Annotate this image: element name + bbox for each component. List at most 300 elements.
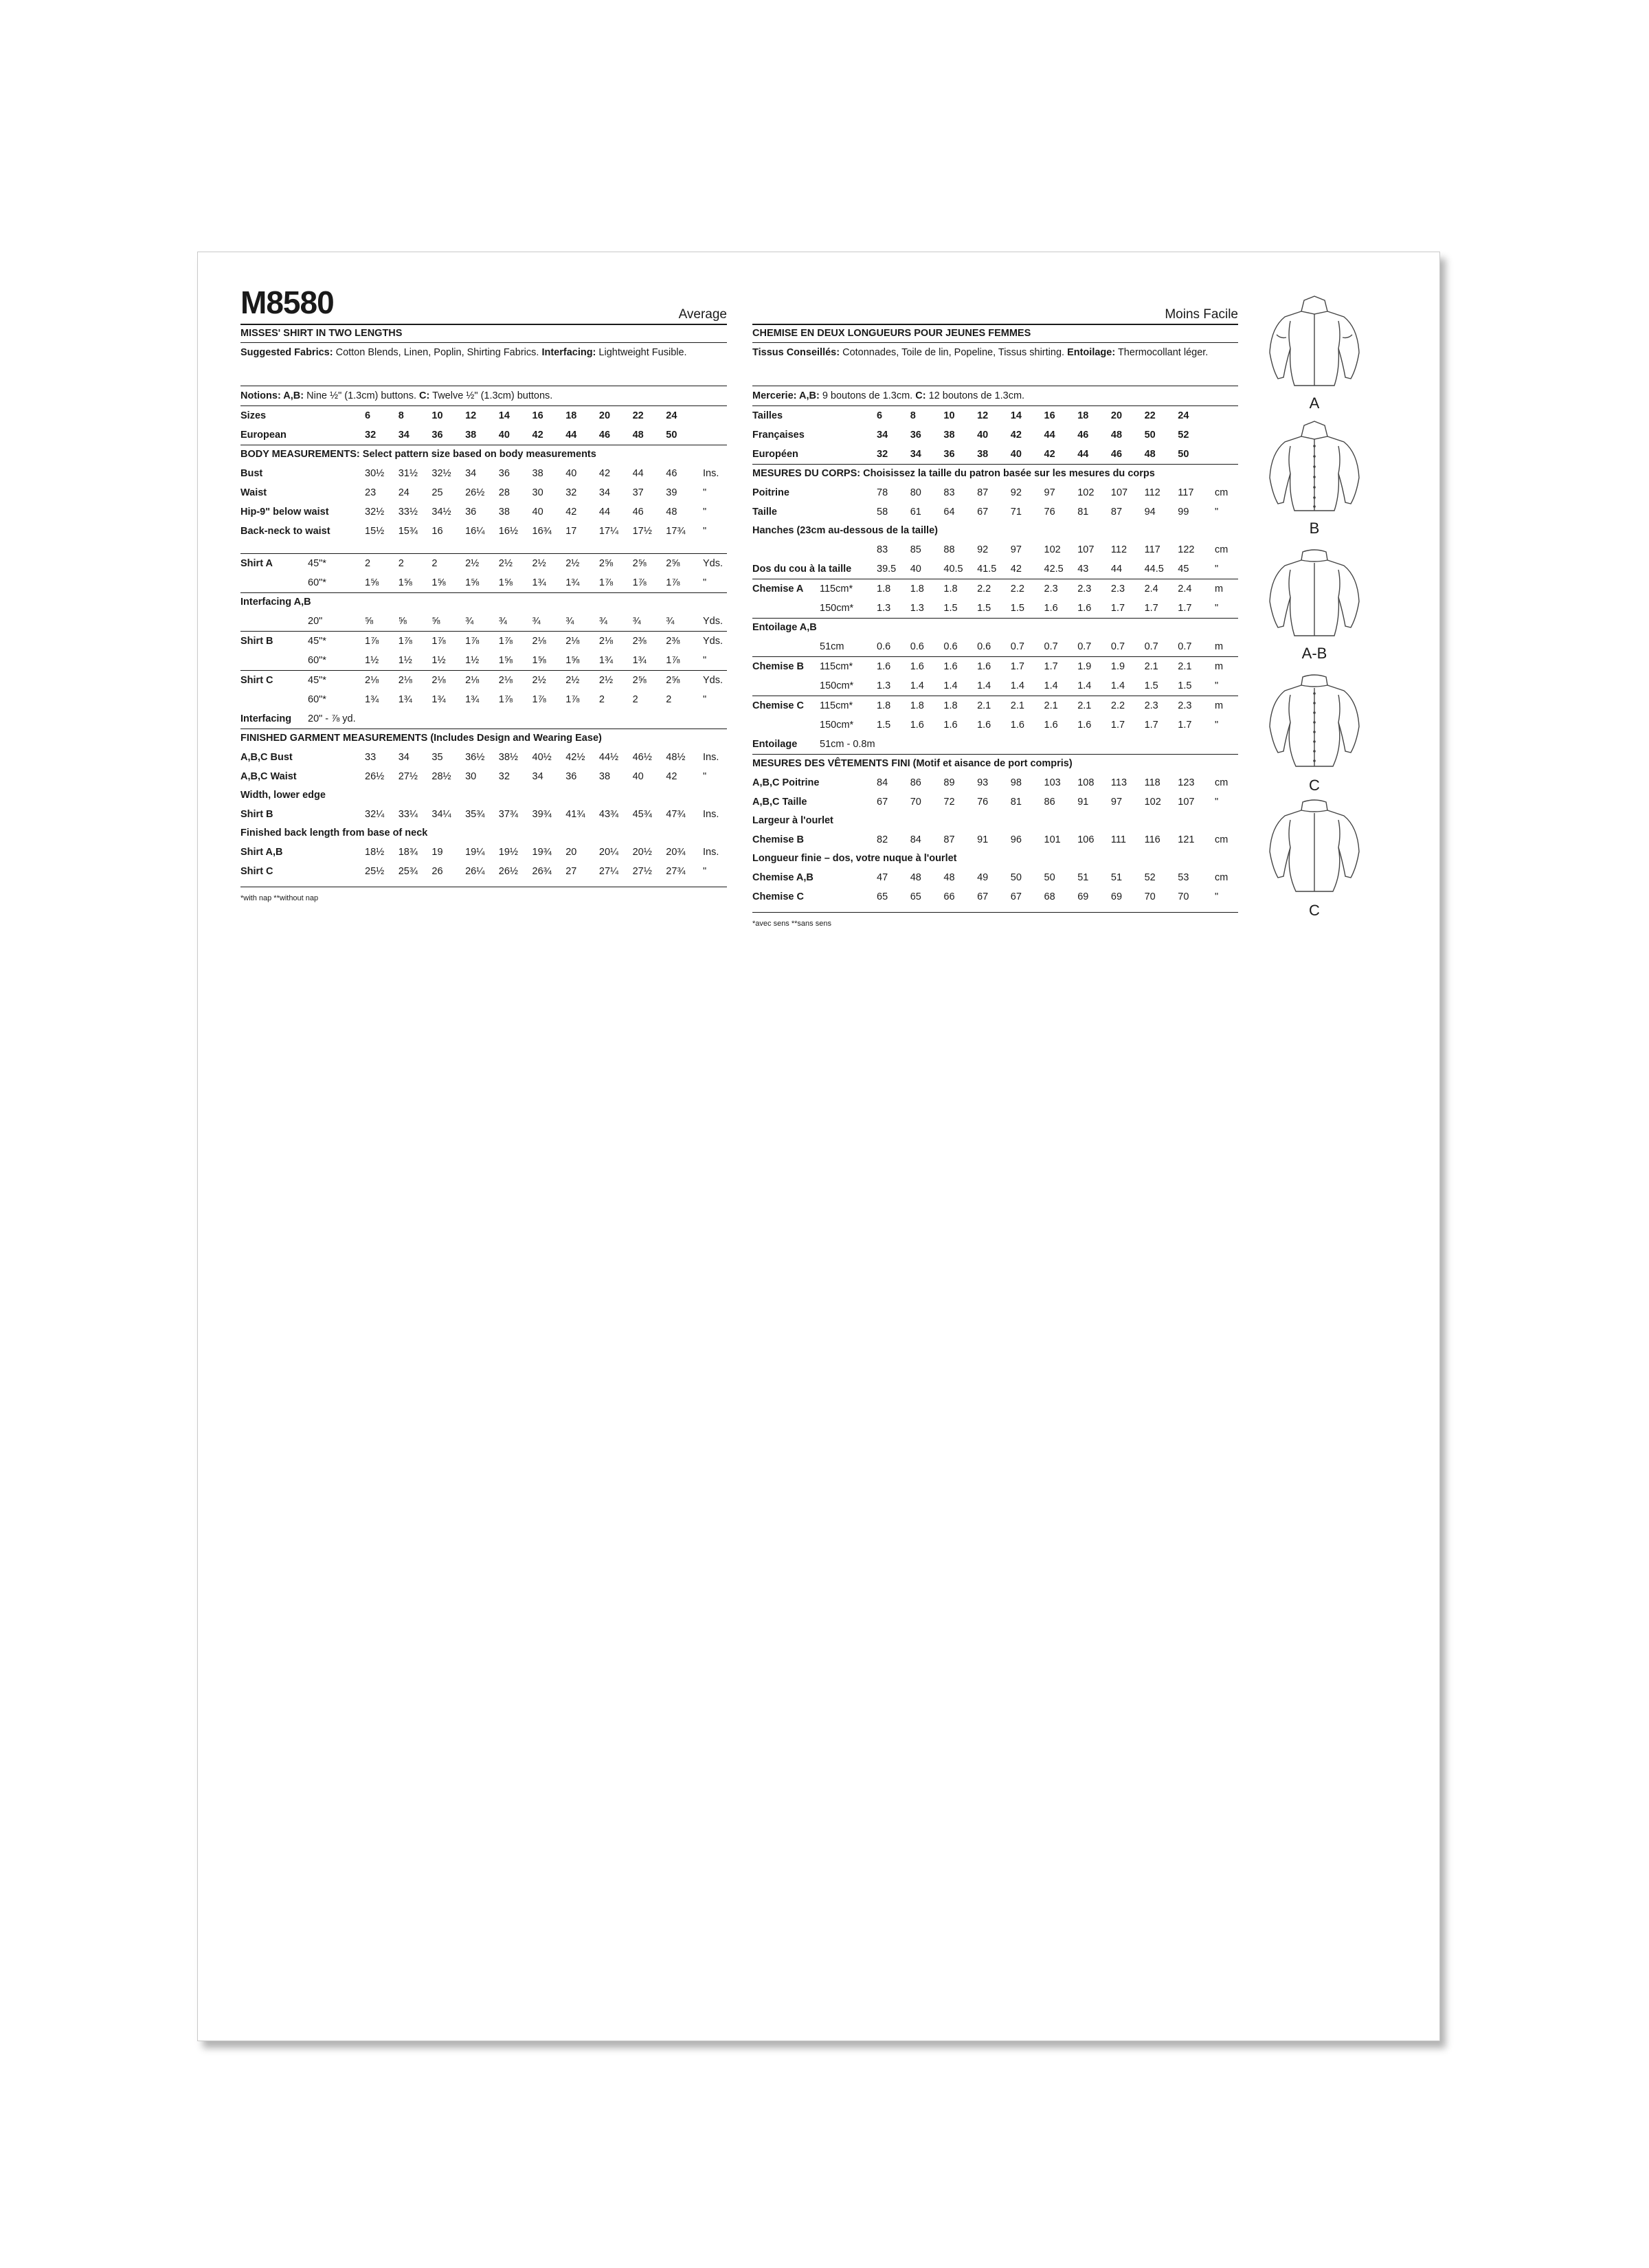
table-row xyxy=(752,773,1238,792)
table-cell: 84 xyxy=(910,834,921,845)
table-cell: 2.3 xyxy=(1144,700,1158,711)
table-cell: 42.5 xyxy=(1044,564,1064,575)
table-cell: 107 xyxy=(1077,544,1095,555)
table-cell: 40 xyxy=(977,430,989,441)
table-cell: 2 xyxy=(365,558,371,569)
table-cell: 2⅛ xyxy=(498,675,513,686)
view-a xyxy=(1256,293,1373,419)
header xyxy=(240,252,727,324)
table-cell: 42 xyxy=(532,430,543,441)
row-label: Interfacing xyxy=(240,713,292,724)
table-cell: 44 xyxy=(1110,564,1123,575)
table-cell: 1⅝ xyxy=(565,655,580,666)
table-cell: 1.9 xyxy=(1077,661,1092,672)
table-cell: 108 xyxy=(1077,777,1095,788)
table-cell: 1.5 xyxy=(877,720,891,731)
table-cell: 58 xyxy=(877,507,888,518)
unit-label: cm xyxy=(1215,777,1229,788)
table-cell: 26½ xyxy=(498,866,519,877)
table-cell: 1⅞ xyxy=(498,636,513,647)
section-title: Entoilage A,B xyxy=(752,622,817,633)
row-label: Chemise C xyxy=(752,700,804,711)
table-row xyxy=(752,599,1238,618)
table-cell: 65 xyxy=(910,891,921,902)
table-cell: 38½ xyxy=(498,752,519,763)
table-cell: 1.3 xyxy=(877,680,891,691)
table-cell: 2⅛ xyxy=(431,675,446,686)
table-cell: 14 xyxy=(498,410,510,421)
table-row xyxy=(240,671,727,690)
notions-ab: 9 boutons de 1.3cm. xyxy=(822,390,913,401)
table-cell: 64 xyxy=(943,507,955,518)
row-sublabel: 45"* xyxy=(308,636,326,647)
table-cell: 97 xyxy=(1044,487,1055,498)
row-sublabel: 51cm xyxy=(820,641,844,652)
table-cell: 52 xyxy=(1178,430,1189,441)
table-cell: 25¾ xyxy=(398,866,418,877)
unit-label: m xyxy=(1215,700,1224,711)
view-a-b-back xyxy=(1256,544,1373,669)
pattern-title: CHEMISE EN DEUX LONGUEURS POUR JEUNES FEMMES xyxy=(752,328,1031,339)
table-cell: 92 xyxy=(977,544,989,555)
row-sublabel: 51cm - 0.8m xyxy=(820,739,875,750)
section-title: MESURES DES VÊTEMENTS FINI (Motif et aisance de port compris) xyxy=(752,758,1073,769)
table-cell: 14 xyxy=(1010,410,1022,421)
table-cell: 2½ xyxy=(498,558,513,569)
table-cell: 40½ xyxy=(532,752,552,763)
table-cell: 6 xyxy=(365,410,371,421)
table-cell: 37 xyxy=(632,487,644,498)
section-title: Interfacing A,B xyxy=(240,597,311,608)
table-cell: ⅝ xyxy=(431,616,440,627)
table-cell: 52 xyxy=(1144,872,1156,883)
table-cell: 20¾ xyxy=(666,847,686,858)
table-cell: 38 xyxy=(943,430,955,441)
table-row xyxy=(240,843,727,862)
table-cell: 17¼ xyxy=(598,526,619,537)
table-cell: 2⅝ xyxy=(632,558,647,569)
table-cell: 42 xyxy=(666,771,677,782)
table-row xyxy=(752,676,1238,696)
table-cell: 39 xyxy=(666,487,677,498)
table-cell: 40 xyxy=(498,430,510,441)
table-row xyxy=(752,792,1238,812)
fabrics-label: Suggested Fabrics: xyxy=(240,347,333,358)
table-row xyxy=(240,690,727,709)
table-cell: 42 xyxy=(1010,430,1022,441)
table-cell: 70 xyxy=(1178,891,1189,902)
row-label: Shirt A xyxy=(240,558,273,569)
table-cell: 6 xyxy=(877,410,883,421)
row-sublabel: 150cm* xyxy=(820,720,854,731)
table-cell: 76 xyxy=(977,797,989,808)
unit-label: m xyxy=(1215,661,1224,672)
table-cell: 1.4 xyxy=(910,680,924,691)
table-cell: 48 xyxy=(910,872,921,883)
table-cell: 1⅝ xyxy=(498,655,513,666)
table-cell: 87 xyxy=(977,487,989,498)
view-label: B xyxy=(1309,520,1320,537)
table-cell: 26¾ xyxy=(532,866,552,877)
table-cell: 61 xyxy=(910,507,921,518)
table-cell: 41.5 xyxy=(977,564,997,575)
table-cell: 93 xyxy=(977,777,989,788)
table-cell: 40.5 xyxy=(943,564,963,575)
table-cell: 1.6 xyxy=(1044,603,1058,614)
table-cell: 2⅛ xyxy=(532,636,546,647)
table-cell: 28½ xyxy=(431,771,451,782)
row-label: Sizes xyxy=(240,410,267,421)
section-title: Largeur à l'ourlet xyxy=(752,815,833,826)
table-cell: 38 xyxy=(532,468,543,479)
interfacing-value: Thermocollant léger. xyxy=(1117,347,1209,358)
unit-label: Yds. xyxy=(703,616,723,627)
table-cell: 40 xyxy=(565,468,577,479)
table-cell: 102 xyxy=(1077,487,1095,498)
table-row xyxy=(240,502,727,522)
table-cell: ¾ xyxy=(598,616,607,627)
pattern-title: MISSES' SHIRT IN TWO LENGTHS xyxy=(240,328,403,339)
table-cell: 2⅛ xyxy=(398,675,412,686)
row-label: Taille xyxy=(752,507,777,518)
table-row xyxy=(752,715,1238,735)
row-label: A,B,C Poitrine xyxy=(752,777,820,788)
header xyxy=(752,252,1238,324)
row-label: Shirt A,B xyxy=(240,847,283,858)
table-cell: 1⅞ xyxy=(431,636,446,647)
table-cell: 27½ xyxy=(632,866,652,877)
unit-label: Ins. xyxy=(703,809,719,820)
table-cell: 1⅞ xyxy=(365,636,379,647)
table-cell: 48 xyxy=(1144,449,1156,460)
table-cell: 1.7 xyxy=(1110,720,1125,731)
table-cell: 40 xyxy=(632,771,644,782)
table-cell: 32 xyxy=(565,487,577,498)
table-cell: 0.7 xyxy=(1044,641,1058,652)
table-cell: 72 xyxy=(943,797,955,808)
table-cell: 1.7 xyxy=(1144,720,1158,731)
table-cell: 1.5 xyxy=(1010,603,1024,614)
unit-label: " xyxy=(703,526,707,537)
table-cell: 113 xyxy=(1110,777,1128,788)
table-cell: 0.6 xyxy=(977,641,991,652)
table-row xyxy=(752,502,1238,522)
table-cell: 41¾ xyxy=(565,809,585,820)
row-sublabel: 150cm* xyxy=(820,680,854,691)
table-cell: 1⅝ xyxy=(365,577,379,588)
table-cell: 48 xyxy=(1110,430,1123,441)
table-cell: 122 xyxy=(1178,544,1195,555)
table-cell: 0.6 xyxy=(910,641,924,652)
table-cell: 2.1 xyxy=(1010,700,1024,711)
table-cell: 103 xyxy=(1044,777,1061,788)
table-cell: 1.5 xyxy=(1178,680,1192,691)
table-cell: 1.3 xyxy=(910,603,924,614)
unit-label: " xyxy=(1215,720,1219,731)
unit-label: " xyxy=(703,866,707,877)
table-cell: 36 xyxy=(943,449,955,460)
table-row xyxy=(240,767,727,786)
table-cell: 44 xyxy=(1044,430,1055,441)
notions-c-label: C: xyxy=(419,390,430,401)
table-cell: 33½ xyxy=(398,507,418,518)
unit-label: cm xyxy=(1215,487,1229,498)
table-cell: 8 xyxy=(398,410,404,421)
table-cell: 99 xyxy=(1178,507,1189,518)
table-cell: 43 xyxy=(1077,564,1089,575)
table-cell: 32½ xyxy=(431,468,451,479)
row-label: Chemise C xyxy=(752,891,804,902)
section-title: Finished back length from base of neck xyxy=(240,827,428,838)
table-cell: 34 xyxy=(398,430,410,441)
table-cell: 34 xyxy=(398,752,410,763)
view-label: C xyxy=(1309,777,1320,794)
table-cell: 47 xyxy=(877,872,888,883)
row-label: Poitrine xyxy=(752,487,789,498)
table-cell: 1.6 xyxy=(1010,720,1024,731)
table-cell: 1.6 xyxy=(977,661,991,672)
table-cell: 15¾ xyxy=(398,526,418,537)
view-label: A xyxy=(1309,394,1320,412)
shirt-back-icon xyxy=(1256,544,1373,645)
table-cell: 48 xyxy=(632,430,644,441)
table-row xyxy=(752,735,1238,754)
table-row xyxy=(240,406,727,425)
table-row xyxy=(752,637,1238,656)
table-row xyxy=(240,805,727,824)
table-cell: 1½ xyxy=(398,655,412,666)
table-cell: 25½ xyxy=(365,866,385,877)
table-cell: 70 xyxy=(910,797,921,808)
table-cell: ¾ xyxy=(465,616,474,627)
table-cell: 10 xyxy=(431,410,443,421)
table-cell: 19¼ xyxy=(465,847,485,858)
row-label: Shirt C xyxy=(240,866,273,877)
table-cell: 2⅝ xyxy=(666,558,680,569)
table-cell: 1⅞ xyxy=(598,577,614,588)
unit-label: Yds. xyxy=(703,636,723,647)
table-cell: 1⅞ xyxy=(398,636,412,647)
unit-label: cm xyxy=(1215,544,1229,555)
row-label: Chemise A,B xyxy=(752,872,814,883)
table-cell: 1.6 xyxy=(977,720,991,731)
table-cell: 121 xyxy=(1178,834,1195,845)
table-row xyxy=(240,522,727,541)
table-cell: 1.8 xyxy=(910,700,924,711)
row-sublabel: 150cm* xyxy=(820,603,854,614)
row-label: Dos du cou à la taille xyxy=(752,564,852,575)
french-column xyxy=(752,252,1238,929)
table-cell: 2⅛ xyxy=(598,636,614,647)
section-title: Hanches (23cm au-dessous de la taille) xyxy=(752,525,938,536)
table-cell: 118 xyxy=(1144,777,1160,788)
table-cell: 117 xyxy=(1178,487,1194,498)
table-cell: 42½ xyxy=(565,752,585,763)
section-title: Width, lower edge xyxy=(240,790,326,801)
table-cell: 1⅞ xyxy=(666,655,680,666)
row-sublabel: 20" xyxy=(308,616,323,627)
table-cell: 42 xyxy=(1044,449,1055,460)
unit-label: " xyxy=(1215,797,1219,808)
table-cell: 1¾ xyxy=(465,694,480,705)
table-cell: 2⅜ xyxy=(666,636,680,647)
table-cell: 80 xyxy=(910,487,921,498)
table-cell: 1⅞ xyxy=(565,694,580,705)
table-cell: 69 xyxy=(1077,891,1089,902)
table-row xyxy=(240,464,727,483)
table-cell: 38 xyxy=(977,449,989,460)
table-row xyxy=(240,483,727,502)
row-label: Chemise B xyxy=(752,834,804,845)
table-cell: 34 xyxy=(877,430,888,441)
unit-label: Ins. xyxy=(703,847,719,858)
table-cell: 26½ xyxy=(465,487,485,498)
notions-label: Notions: A,B: xyxy=(240,390,304,401)
notions-c: 12 boutons de 1.3cm. xyxy=(928,390,1025,401)
table-cell: 107 xyxy=(1110,487,1128,498)
table-cell: 17½ xyxy=(632,526,652,537)
table-cell: 36 xyxy=(910,430,921,441)
table-cell: 1.5 xyxy=(1144,680,1158,691)
table-cell: 2 xyxy=(598,694,605,705)
table-cell: 26 xyxy=(431,866,443,877)
table-cell: 38 xyxy=(465,430,477,441)
unit-label: m xyxy=(1215,641,1224,652)
unit-label: " xyxy=(703,507,707,518)
unit-label: " xyxy=(703,655,707,666)
table-cell: 44½ xyxy=(598,752,619,763)
unit-label: Yds. xyxy=(703,558,723,569)
table-cell: 1.6 xyxy=(877,661,891,672)
table-cell: 2½ xyxy=(532,558,546,569)
table-cell: 1.4 xyxy=(1077,680,1092,691)
table-cell: 2.3 xyxy=(1178,700,1192,711)
table-row xyxy=(752,657,1238,676)
table-cell: 86 xyxy=(910,777,921,788)
table-cell: 1.5 xyxy=(977,603,991,614)
table-cell: 1.5 xyxy=(943,603,958,614)
table-cell: 85 xyxy=(910,544,921,555)
unit-label: " xyxy=(1215,507,1219,518)
table-cell: 22 xyxy=(1144,410,1156,421)
table-cell: 46 xyxy=(1110,449,1123,460)
table-cell: 34 xyxy=(598,487,611,498)
table-cell: 26½ xyxy=(365,771,385,782)
row-label: Waist xyxy=(240,487,267,498)
table-cell: 34 xyxy=(465,468,477,479)
fabrics-text xyxy=(752,343,1238,381)
table-cell: 50 xyxy=(1010,872,1022,883)
row-label: Entoilage xyxy=(752,739,798,750)
table-cell: 50 xyxy=(1178,449,1189,460)
table-cell: 48 xyxy=(943,872,955,883)
table-cell: 96 xyxy=(1010,834,1022,845)
table-cell: 1.7 xyxy=(1178,720,1192,731)
table-row xyxy=(240,862,727,881)
table-cell: 1.7 xyxy=(1110,603,1125,614)
table-cell: 16¼ xyxy=(465,526,485,537)
row-label: Back-neck to waist xyxy=(240,526,330,537)
table-cell: 84 xyxy=(877,777,888,788)
measurement-table-fr xyxy=(752,406,1238,907)
table-cell: ¾ xyxy=(632,616,641,627)
table-cell: 2.1 xyxy=(1077,700,1092,711)
table-row xyxy=(752,830,1238,849)
table-cell: 87 xyxy=(1110,507,1123,518)
table-cell: 82 xyxy=(877,834,888,845)
table-cell: 107 xyxy=(1178,797,1195,808)
table-cell: 2½ xyxy=(532,675,546,686)
table-cell: 34¼ xyxy=(431,809,451,820)
row-label: Hip-9" below waist xyxy=(240,507,329,518)
table-cell: 67 xyxy=(1010,891,1022,902)
table-cell: 2 xyxy=(632,694,638,705)
unit-label: " xyxy=(1215,603,1219,614)
table-cell: 1.6 xyxy=(910,661,924,672)
table-cell: 44 xyxy=(632,468,644,479)
table-cell: 1.7 xyxy=(1178,603,1192,614)
table-row xyxy=(240,709,727,729)
table-cell: 32 xyxy=(877,449,888,460)
table-cell: ¾ xyxy=(498,616,507,627)
table-cell: 0.6 xyxy=(877,641,891,652)
table-cell: 2⅝ xyxy=(666,675,680,686)
unit-label: " xyxy=(703,771,707,782)
table-cell: 50 xyxy=(666,430,677,441)
table-cell: 19 xyxy=(431,847,443,858)
table-cell: 1⅝ xyxy=(398,577,412,588)
table-cell: 51 xyxy=(1077,872,1089,883)
table-cell: 24 xyxy=(398,487,410,498)
table-cell: 1⅝ xyxy=(532,655,546,666)
table-cell: 1.4 xyxy=(977,680,991,691)
table-cell: 102 xyxy=(1144,797,1161,808)
table-row xyxy=(240,573,727,592)
table-cell: 0.7 xyxy=(1178,641,1192,652)
notions-ab: Nine ½" (1.3cm) buttons. xyxy=(306,390,417,401)
row-label: Shirt B xyxy=(240,809,273,820)
row-sublabel: 45"* xyxy=(308,558,326,569)
table-cell: 1¾ xyxy=(365,694,379,705)
spacer xyxy=(240,541,727,553)
view-b xyxy=(1256,419,1373,544)
table-cell: 36 xyxy=(465,507,477,518)
table-cell: 35 xyxy=(431,752,443,763)
table-cell: 49 xyxy=(977,872,989,883)
table-cell: 12 xyxy=(977,410,989,421)
row-label: A,B,C Waist xyxy=(240,771,297,782)
table-cell: 44 xyxy=(598,507,611,518)
table-cell: 19¾ xyxy=(532,847,552,858)
table-cell: 0.7 xyxy=(1110,641,1125,652)
fabrics-text xyxy=(240,343,727,381)
table-cell: 24 xyxy=(666,410,677,421)
row-sublabel: 60"* xyxy=(308,655,326,666)
table-cell: 2½ xyxy=(598,675,614,686)
table-cell: 2.4 xyxy=(1144,583,1158,594)
table-cell: 36 xyxy=(431,430,443,441)
table-row xyxy=(752,696,1238,715)
table-cell: 67 xyxy=(977,891,989,902)
table-cell: 68 xyxy=(1044,891,1055,902)
notions-c-label: C: xyxy=(915,390,926,401)
table-cell: 38 xyxy=(498,507,510,518)
table-row xyxy=(752,540,1238,559)
table-cell: 2½ xyxy=(565,675,580,686)
table-cell: 86 xyxy=(1044,797,1055,808)
table-cell: 106 xyxy=(1077,834,1095,845)
table-row xyxy=(240,632,727,651)
